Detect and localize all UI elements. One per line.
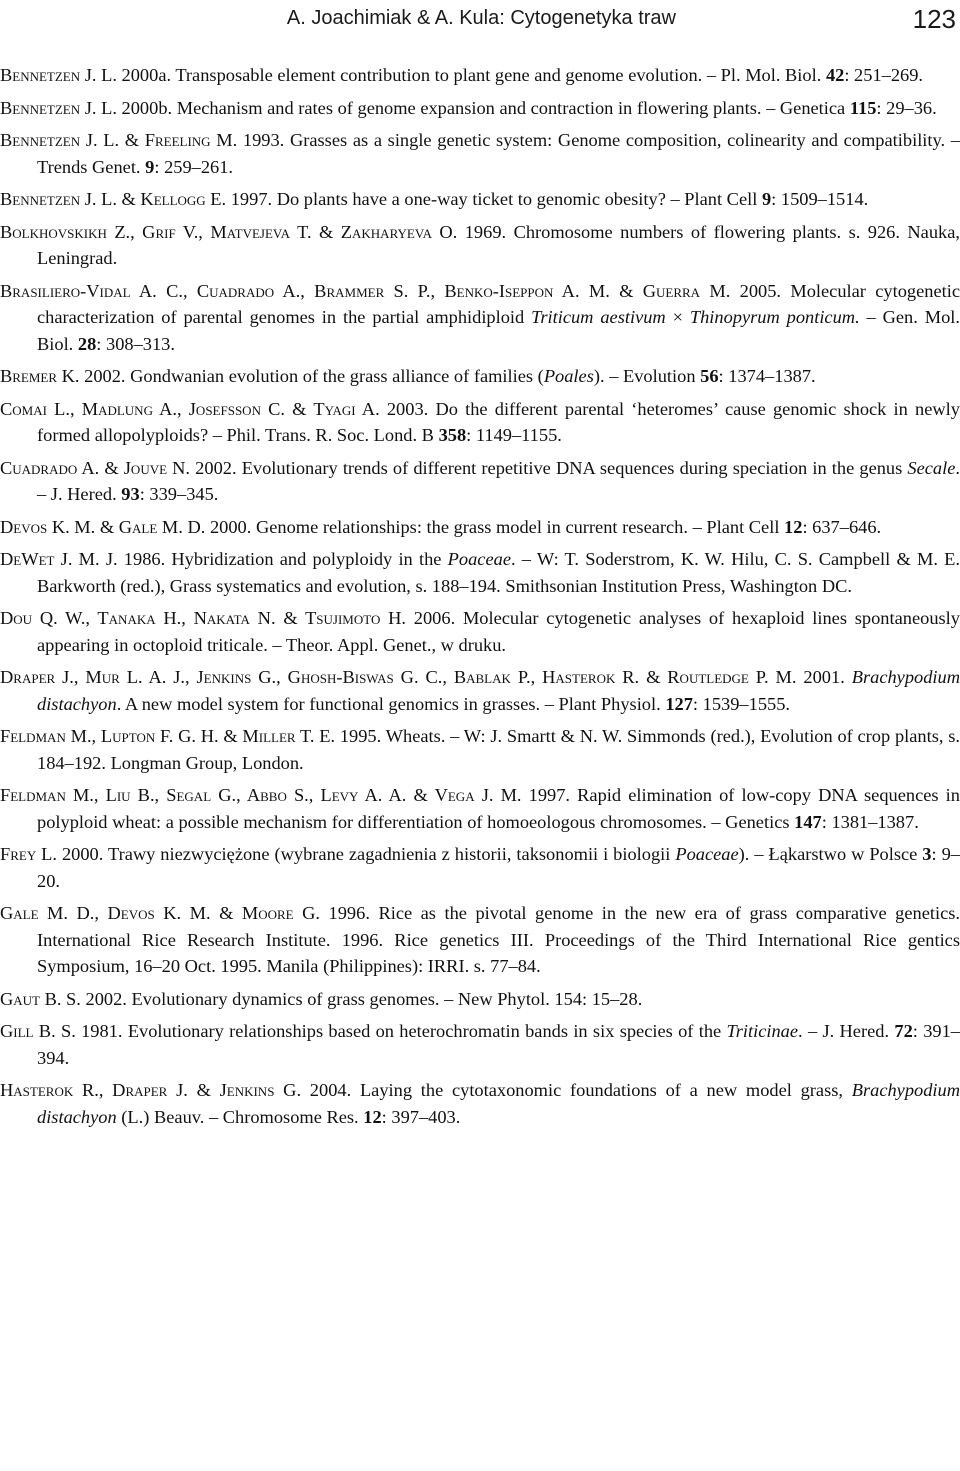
ref-times: × [672, 307, 683, 327]
ref-source: Theor. Appl. Genet., w druku. [285, 634, 507, 655]
ref-source: Łąkarstwo w Polsce [768, 844, 918, 864]
reference-entry: Comai L., Madlung A., Josefsson C. & Tyagi A. 2003. Do the different parental ‘heteromes’ cause genomic shock in newly formed allopolyploids? – Phil. Trans. R. Soc. Lond. B 358: 1149–1155. [0, 398, 960, 445]
ref-volume: 147 [794, 811, 822, 832]
ref-authors: Bennetzen J. L. & Kellogg E. [0, 189, 227, 209]
ref-year: 2000. [209, 516, 252, 537]
ref-taxon: Poaceae [447, 549, 511, 569]
ref-title-end: . [510, 549, 516, 569]
ref-volume: 115 [849, 97, 877, 118]
ref-title: Laying the cytotaxonomic foundations of a new model grass, [359, 1080, 843, 1100]
reference-entry: Bennetzen J. L. 2000a. Transposable element contribution to plant gene and genome evolution. – Pl. Mol. Biol. 42: 251–269. [0, 65, 924, 85]
ref-volume: 56 [700, 366, 719, 386]
ref-title-end: (L.) Beauv. [121, 1106, 205, 1127]
reference-entry: Bennetzen J. L. 2000b. Mechanism and rates of genome expansion and contraction in flowering plants. – Genetica 115: 29–36. [0, 97, 937, 118]
ref-taxon: Brachypodium distachyon [37, 1080, 960, 1127]
ref-source: Plant Physiol. [558, 693, 661, 714]
ref-title: Rice as the pivotal genome in the new era of grass comparative genetics. International Rice Research Institute. 1996. Rice genetics III. Proceedings of the Third International Rice gentics Symposium, 16–20 Oct. 1995. Manila (Philippines): IRRI. s. 77–84. [37, 903, 960, 976]
page-number: 123 [912, 4, 956, 34]
ref-pages: 1381–1387. [831, 811, 919, 832]
ref-year: 1996. [328, 903, 370, 923]
reference-entry: Gill B. S. 1981. Evolutionary relationships based on heterochromatin bands in six species of the Triticinae. – J. Hered. 72: 391–394. [0, 1021, 960, 1068]
ref-pages: 1374–1387. [728, 366, 816, 386]
ref-pages: 308–313. [106, 333, 175, 354]
ref-volume: 358 [438, 425, 467, 445]
ref-volume: 93 [121, 484, 140, 504]
ref-year: 1997. [230, 189, 273, 209]
ref-pages: 1509–1514. [780, 189, 869, 209]
ref-authors: Bennetzen J. L. & Freeling M. [0, 130, 238, 150]
running-header [0, 4, 960, 38]
ref-year: 2005. [739, 280, 782, 301]
ref-title: Evolutionary relationships based on heterochromatin bands in six species of the [127, 1021, 722, 1041]
ref-authors: Cuadrado A. & Jouve N. [0, 457, 191, 478]
ref-title: Genome relationships: the grass model in current research. [255, 516, 688, 537]
ref-source: Genetica [779, 97, 846, 118]
ref-pages: 1149–1155. [475, 425, 562, 445]
reference-entry: Feldman M., Lupton F. G. H. & Miller T. E. 1995. Wheats. – W: J. Smartt & N. W. Simmonds (red.), Evolution of crop plants, s. 184–192. Longman Group, London. [0, 726, 960, 773]
reference-entry: Brasiliero-Vidal A. C., Cuadrado A., Brammer S. P., Benko-Iseppon A. M. & Guerra M. 2005. Molecular cytogenetic characterization of parental genomes in the partial amphidiploid Triticum aestivum × Thinopyrum ponticum. – Gen. Mol. Biol. 28: 308–313. [0, 280, 960, 354]
ref-volume: 127 [665, 693, 693, 714]
ref-year: 2000a. [121, 65, 172, 85]
ref-pages: 29–36. [886, 97, 937, 118]
ref-pages: 259–261. [164, 156, 234, 177]
ref-year: 2003. [386, 398, 429, 419]
ref-year: 1993. [242, 130, 285, 150]
ref-year: 1981. [81, 1021, 123, 1041]
reference-entry [0, 900, 960, 980]
ref-authors: Bolkhovskikh Z., Grif V., Matvejeva T. & Zakharyeva O. [0, 221, 458, 242]
ref-authors: Gill B. S. [0, 1021, 76, 1041]
reference-entry: Bremer K. 2002. Gondwanian evolution of the grass alliance of families (Poales). – Evolution 56: 1374–1387. [0, 366, 816, 386]
ref-pages: 339–345. [149, 484, 219, 504]
ref-title-end: ). [738, 844, 750, 864]
ref-year: 2004. [309, 1080, 352, 1100]
reference-entry: Devos K. M. & Gale M. D. 2000. Genome relationships: the grass model in current research. – Plant Cell 12: 637–646. [0, 516, 882, 537]
reference-entry: Bennetzen J. L. & Freeling M. 1993. Grasses as a single genetic system: Genome composition, colinearity and compatibility. – Trends Genet. 9: 259–261. [0, 130, 960, 177]
reference-entry: Bennetzen J. L. & Kellogg E. 1997. Do plants have a one-way ticket to genomic obesity? – Plant Cell 9: 1509–1514. [0, 189, 869, 209]
ref-authors: Devos K. M. & Gale M. D. [0, 516, 206, 537]
ref-authors: Bennetzen J. L. [0, 97, 117, 118]
ref-pages: 397–403. [391, 1106, 461, 1127]
ref-year: 1986. [123, 549, 166, 569]
ref-taxon: Secale [907, 457, 956, 478]
ref-pages: 391–394. [37, 1021, 960, 1068]
reference-entry: Dou Q. W., Tanaka H., Nakata N. & Tsujimoto H. 2006. Molecular cytogenetic analyses of hexaploid lines spontaneously appearing in octoploid triticale. – Theor. Appl. Genet., w druku. [0, 608, 960, 655]
reference-entry: Frey L. 2000. Trawy niezwyciężone (wybrane zagadnienia z historii, taksonomii i biologii Poaceae). – Łąkarstwo w Polsce 3: 9–20. [0, 844, 960, 891]
ref-title: Gondwanian evolution of the grass alliance of families ( [130, 366, 544, 386]
ref-source: J. Hered. [822, 1021, 890, 1041]
ref-source: W: T. Soderstrom, K. W. Hilu, C. S. Campbell & M. E. Barkworth (red.), Grass systematics and evolution, s. 188–194. Smithsonian Institution Press, Washington DC. [37, 549, 960, 596]
ref-year: 2002. [195, 457, 237, 478]
ref-title: Evolutionary trends of different repetitive DNA sequences during speciation in the genus [241, 457, 903, 478]
ref-title-end: . [955, 457, 960, 478]
ref-title: Chromosome numbers of flowering plants. [513, 221, 842, 242]
ref-source: W: J. Smartt & N. W. Simmonds (red.), Evolution of crop plants, s. 184–192. Longman Group, London. [37, 726, 960, 773]
ref-authors: Gaut B. S. [0, 988, 81, 1009]
ref-year: 2006. [413, 608, 456, 628]
reference-entry: Hasterok R., Draper J. & Jenkins G. 2004. Laying the cytotaxonomic foundations of a new model grass, Brachypodium distachyon (L.) Beauv. – Chromosome Res. 12: 397–403. [0, 1080, 960, 1127]
ref-title: Evolutionary dynamics of grass genomes. [131, 988, 440, 1009]
ref-source: Trends Genet. [37, 156, 141, 177]
ref-title: Hybridization and polyploidy in the [171, 549, 442, 569]
ref-title-end: . [798, 1021, 803, 1041]
ref-title: Do plants have a one-way ticket to genomic obesity? [276, 189, 666, 209]
ref-taxon: Poales [543, 366, 594, 386]
ref-pages: 637–646. [812, 516, 882, 537]
ref-pages: 9–20. [37, 844, 960, 891]
ref-year: 1997. [528, 785, 571, 805]
ref-authors: Comai L., Madlung A., Josefsson C. & Tyagi A. [0, 398, 380, 419]
ref-title: Wheats. [385, 726, 446, 746]
ref-authors: Dou Q. W., Tanaka H., Nakata N. & Tsujimoto H. [0, 608, 406, 628]
ref-authors: Bremer K. [0, 366, 80, 386]
ref-source: Pl. Mol. Biol. [720, 65, 822, 85]
ref-title: Grasses as a single genetic system: Genome composition, colinearity and compatibility. [289, 130, 946, 150]
ref-title: Trawy niezwyciężone (wybrane zagadnienia z historii, taksonomii i biologii [107, 844, 671, 864]
ref-authors: Feldman M., Lupton F. G. H. & Miller T. E. [0, 726, 336, 746]
ref-volume: 42 [825, 65, 845, 85]
reference-entry: Cuadrado A. & Jouve N. 2002. Evolutionary trends of different repetitive DNA sequences during speciation in the genus Secale. – J. Hered. 93: 339–345. [0, 457, 960, 504]
ref-volume: 12 [784, 516, 803, 537]
ref-title-end: . A new model system for functional genomics in grasses. [116, 693, 541, 714]
ref-title: Mechanism and rates of genome expansion and contraction in flowering plants. [176, 97, 762, 118]
ref-authors: Feldman M., Liu B., Segal G., Abbo S., Levy A. A. & Vega J. M. [0, 785, 522, 805]
reference-entry: DeWet J. M. J. 1986. Hybridization and polyploidy in the Poaceae. – W: T. Soderstrom, K. W. Hilu, C. S. Campbell & M. E. Barkworth (red.), Grass systematics and evolution, s. 188–194. Smithsonian Institution Press, Washington DC. [0, 549, 960, 596]
ref-volume: 12 [363, 1106, 382, 1127]
ref-pages: 1539–1555. [702, 693, 790, 714]
ref-title: Molecular cytogenetic analyses of hexaploid lines spontaneously appearing in octoploid triticale. [37, 608, 960, 655]
ref-volume: 9 [145, 156, 155, 177]
ref-authors: Frey L. [0, 844, 58, 864]
ref-source: Plant Cell [684, 189, 758, 209]
ref-year: 2000b. [121, 97, 173, 118]
ref-authors: Brasiliero-Vidal A. C., Cuadrado A., Brammer S. P., Benko-Iseppon A. M. & Guerra M. [0, 280, 731, 301]
ref-volume: 3 [922, 844, 932, 864]
ref-authors: Gale M. D., Devos K. M. & Moore G. [0, 903, 321, 923]
ref-authors: Draper J., Mur L. A. J., Jenkins G., Ghosh-Biswas G. C., Bablak P., Hasterok R. & Routledge P. M. [0, 667, 797, 687]
ref-source: J. Hered. [50, 484, 117, 504]
reference-entry: Feldman M., Liu B., Segal G., Abbo S., Levy A. A. & Vega J. M. 1997. Rapid elimination of low-copy DNA sequences in polyploid wheat: a possible mechanism for differentiation of homoeologous chromosomes. – Genetics 147: 1381–1387. [0, 785, 960, 832]
ref-year: 2001. [803, 667, 845, 687]
ref-volume: 72 [894, 1021, 913, 1041]
ref-authors: DeWet J. M. J. [0, 549, 118, 569]
ref-title: Rapid elimination of low-copy DNA sequences in polyploid wheat: a possible mechanism for differentiation of homoeologous chromosomes. [37, 785, 960, 832]
ref-taxon: Poaceae [675, 844, 739, 864]
ref-taxon: Brachypodium distachyon [37, 667, 960, 714]
ref-volume: 9 [761, 189, 772, 209]
ref-authors: Bennetzen J. L. [0, 65, 117, 85]
ref-source: Chromosome Res. [222, 1106, 359, 1127]
ref-title: Do the different parental ‘heteromes’ cause genomic shock in newly formed allopolyploids? [37, 398, 960, 445]
ref-year: 2000. [61, 844, 104, 864]
ref-taxon: Thinopyrum ponticum. [689, 307, 860, 327]
reference-list [0, 62, 960, 1136]
ref-taxon: Triticinae [726, 1021, 799, 1041]
ref-taxon: Triticum aestivum [531, 307, 666, 327]
ref-source: Phil. Trans. R. Soc. Lond. B [226, 425, 434, 445]
ref-title: Transposable element contribution to plant gene and genome evolution. [175, 65, 703, 85]
ref-pages: 251–269. [854, 65, 924, 85]
reference-entry: Gaut B. S. 2002. Evolutionary dynamics of grass genomes. – New Phytol. 154: 15–28. [0, 988, 643, 1009]
ref-authors: Hasterok R., Draper J. & Jenkins G. [0, 1080, 302, 1100]
reference-entry: Draper J., Mur L. A. J., Jenkins G., Ghosh-Biswas G. C., Bablak P., Hasterok R. & Routledge P. M. 2001. Brachypodium distachyon. A new model system for functional genomics in grasses. – Plant Physiol. 127: 1539–1555. [0, 667, 960, 714]
ref-title-end: ). [593, 366, 605, 386]
ref-year: 2002. [84, 366, 126, 386]
ref-volume: 28 [77, 333, 97, 354]
reference-entry [0, 219, 960, 272]
ref-source: Plant Cell [706, 516, 780, 537]
running-title: A. Joachimiak & A. Kula: Cytogenetyka traw [286, 7, 676, 29]
ref-title: Molecular cytogenetic characterization of parental genomes in the partial amphidiploid [37, 280, 960, 327]
ref-source: Genetics [725, 811, 790, 832]
ref-source: Gen. Mol. Biol. [37, 307, 960, 354]
ref-year: 1969. [464, 221, 507, 242]
ref-year: 2002. [85, 988, 127, 1009]
ref-source: Evolution [623, 366, 696, 386]
ref-rest: s. 926. Nauka, Leningrad. [37, 221, 960, 268]
ref-source: New Phytol. 154: 15–28. [457, 988, 643, 1009]
ref-year: 1995. [339, 726, 382, 746]
